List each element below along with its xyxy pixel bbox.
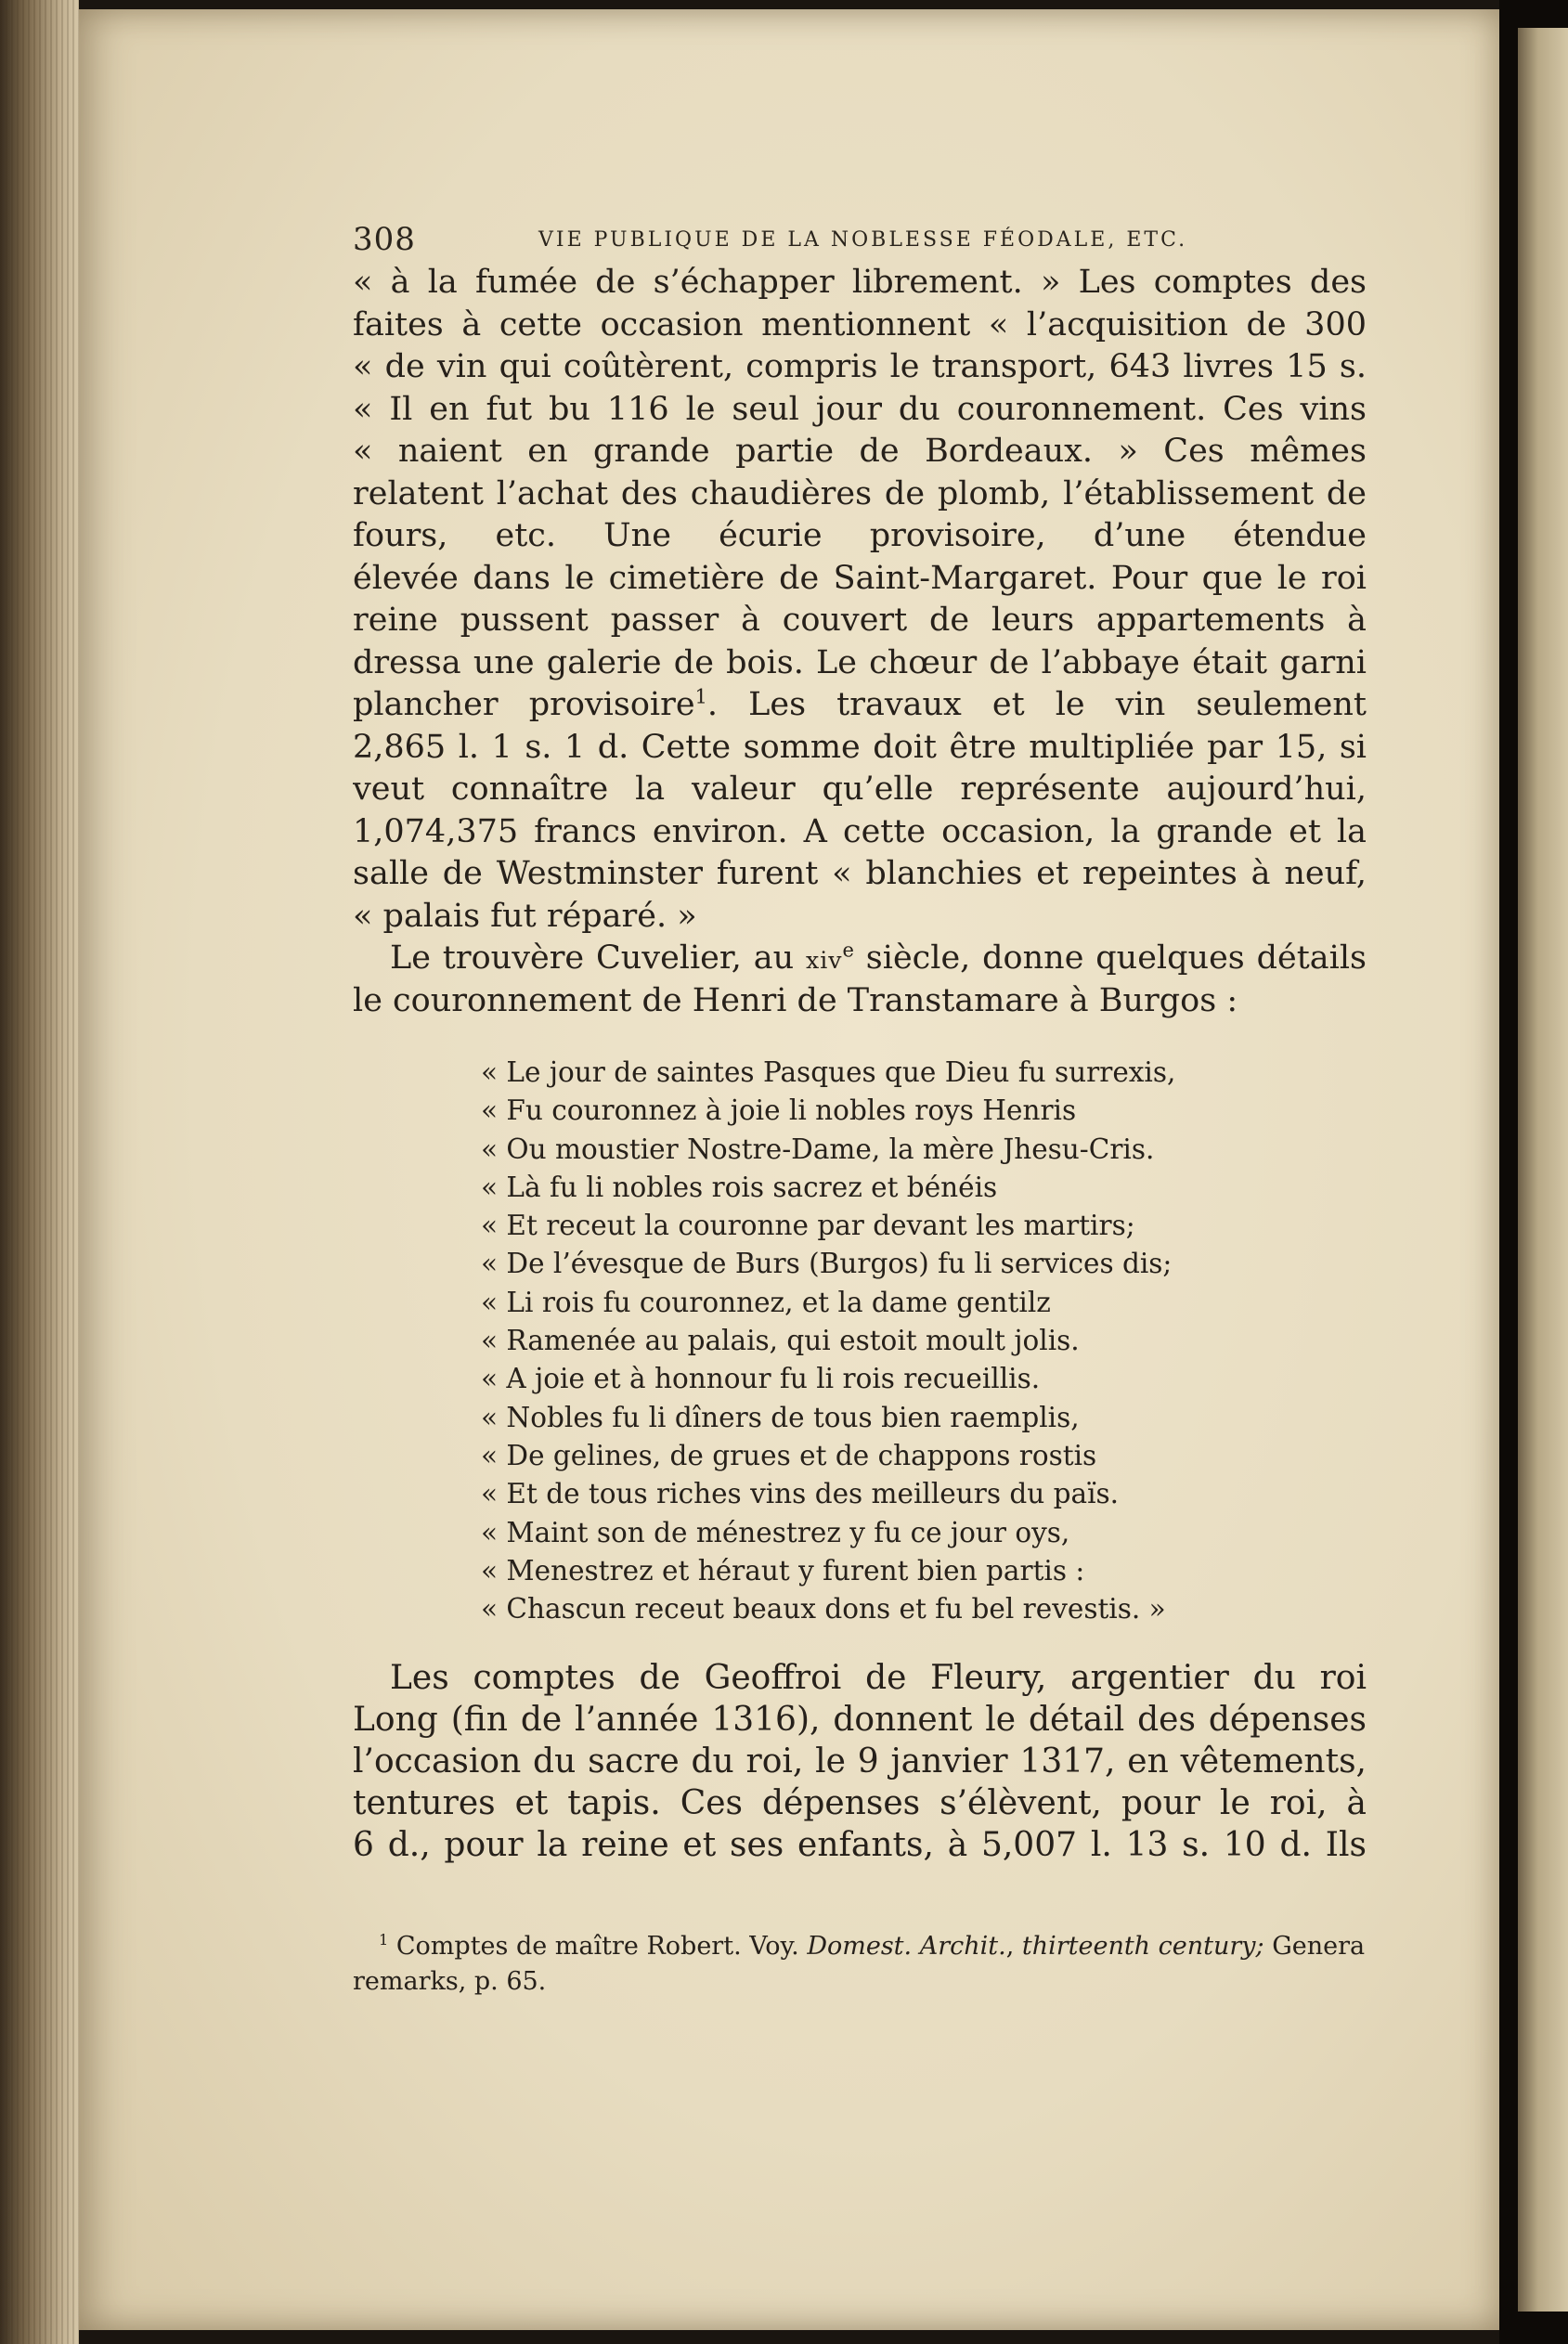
footnote-line: remarks, p. 65. — [353, 1967, 547, 1996]
page-number: 308 — [353, 221, 416, 258]
poem-verse: « Maint son de ménestrez y fu ce jour oys, — [481, 1516, 1070, 1548]
text-line: dressa une galerie de bois. Le chœur de l’abbaye était garni — [353, 643, 1367, 681]
text-line: 2,865 l. 1 s. 1 d. Cette somme doit être multipliée par 15, si — [353, 728, 1367, 766]
century-numeral: xiv — [806, 947, 843, 974]
text-line: salle de Westminster furent « blanchies et repeintes à neuf, — [353, 855, 1367, 892]
text-line: veut connaître la valeur qu’elle représente aujourd’hui, — [353, 771, 1367, 808]
text-line: reine pussent passer à couvert de leurs appartements à — [353, 602, 1367, 639]
text-line: relatent l’achat des chaudières de plomb, l’établissement de — [353, 474, 1367, 512]
text-segment: plancher provisoire — [353, 686, 695, 723]
paragraph-1 — [353, 262, 1367, 938]
text-line: élevée dans le cimetière de Saint-Margaret. Pour que le roi — [353, 559, 1367, 597]
text-line — [353, 938, 1367, 980]
text-segment: siècle, donne quelques détails — [865, 939, 1367, 977]
text-segment: Le trouvère Cuvelier, au — [390, 939, 807, 977]
poem-verse: « Et receut la couronne par devant les martirs; — [481, 1210, 1135, 1242]
poem-verse: « De gelines, de grues et de chappons rostis — [481, 1439, 1097, 1471]
running-head — [353, 221, 1374, 267]
paragraph-3 — [353, 1657, 1367, 1866]
text-line: 6 d., pour la reine et ses enfants, à 5,007 l. 13 s. 10 d. Ils — [353, 1826, 1367, 1864]
poem-verse: « Fu couronnez à joie li nobles roys Henris — [481, 1094, 1077, 1127]
footnote-reference: 1 — [694, 685, 707, 708]
poem-verse: « A joie et à honnour fu li rois recueillis. — [481, 1363, 1041, 1395]
footnote — [353, 1929, 1367, 2000]
text-line: « palais fut réparé. » — [353, 897, 697, 935]
poem-quotation — [481, 1054, 1186, 1628]
italic-title: Domest. Archit. — [807, 1932, 1006, 1961]
poem-verse: « Chascun receut beaux dons et fu bel revestis. » — [481, 1593, 1166, 1625]
poem-verse: « Là fu li nobles rois sacrez et bénéis — [481, 1171, 998, 1203]
footnote-line — [353, 1929, 1367, 1964]
italic-title: thirteenth century; — [1021, 1932, 1264, 1961]
next-page-edge — [1518, 28, 1568, 2312]
running-title: VIE PUBLIQUE DE LA NOBLESSE FÉODALE, ETC. — [538, 228, 1188, 252]
poem-verse: « De l’évesque de Burs (Burgos) fu li services dis; — [481, 1248, 1173, 1280]
text-line-with-footnote — [353, 684, 1367, 727]
text-line: le couronnement de Henri de Transtamare à Burgos : — [353, 981, 1238, 1019]
text-segment: . Les travaux et le vin seulement — [706, 686, 1367, 723]
text-line: tentures et tapis. Ces dépenses s’élèvent, pour le roi, à — [353, 1784, 1367, 1822]
book-spine-edge — [0, 0, 79, 2344]
text-line: « Il en fut bu 116 le seul jour du couronnement. Ces vins — [353, 390, 1367, 428]
poem-verse: « Et de tous riches vins des meilleurs du païs. — [481, 1478, 1120, 1510]
century-superscript: e — [842, 939, 854, 962]
text-line: Long (fin de l’année 1316), donnent le détail des dépenses — [353, 1701, 1367, 1739]
text-line: fours, etc. Une écurie provisoire, d’une étendue — [353, 517, 1367, 554]
text-line: 1,074,375 francs environ. A cette occasion, la grande et la — [353, 812, 1367, 850]
poem-verse: « Menestrez et héraut y furent bien partis : — [481, 1554, 1085, 1586]
text-segment: , — [1005, 1932, 1022, 1961]
poem-verse: « Ramenée au palais, qui estoit moult jolis. — [481, 1325, 1080, 1357]
poem-verse: « Li rois fu couronnez, et la dame gentilz — [481, 1286, 1051, 1318]
text-line: « naient en grande partie de Bordeaux. » Ces mêmes — [353, 433, 1367, 470]
text-line: Les comptes de Geoffroi de Fleury, argentier du roi — [390, 1659, 1367, 1697]
poem-verse: « Le jour de saintes Pasques que Dieu fu surrexis, — [481, 1056, 1176, 1088]
paragraph-2 — [353, 938, 1367, 1022]
poem-verse: « Ou moustier Nostre-Dame, la mère Jhesu-Cris. — [481, 1133, 1155, 1165]
text-line: « de vin qui coûtèrent, compris le transport, 643 livres 15 s. — [353, 348, 1367, 385]
text-line: l’occasion du sacre du roi, le 9 janvier 1317, en vêtements, — [353, 1742, 1367, 1781]
text-line: faites à cette occasion mentionnent « l’acquisition de 300 — [353, 305, 1367, 343]
poem-verse: « Nobles fu li dîners de tous bien raemplis, — [481, 1401, 1080, 1433]
footnote-mark: 1 — [379, 1931, 389, 1949]
text-segment: Comptes de maître Robert. Voy. — [388, 1932, 808, 1961]
text-line: « à la fumée de s’échapper librement. » Les comptes des — [353, 264, 1367, 301]
text-segment: Genera — [1263, 1932, 1366, 1961]
